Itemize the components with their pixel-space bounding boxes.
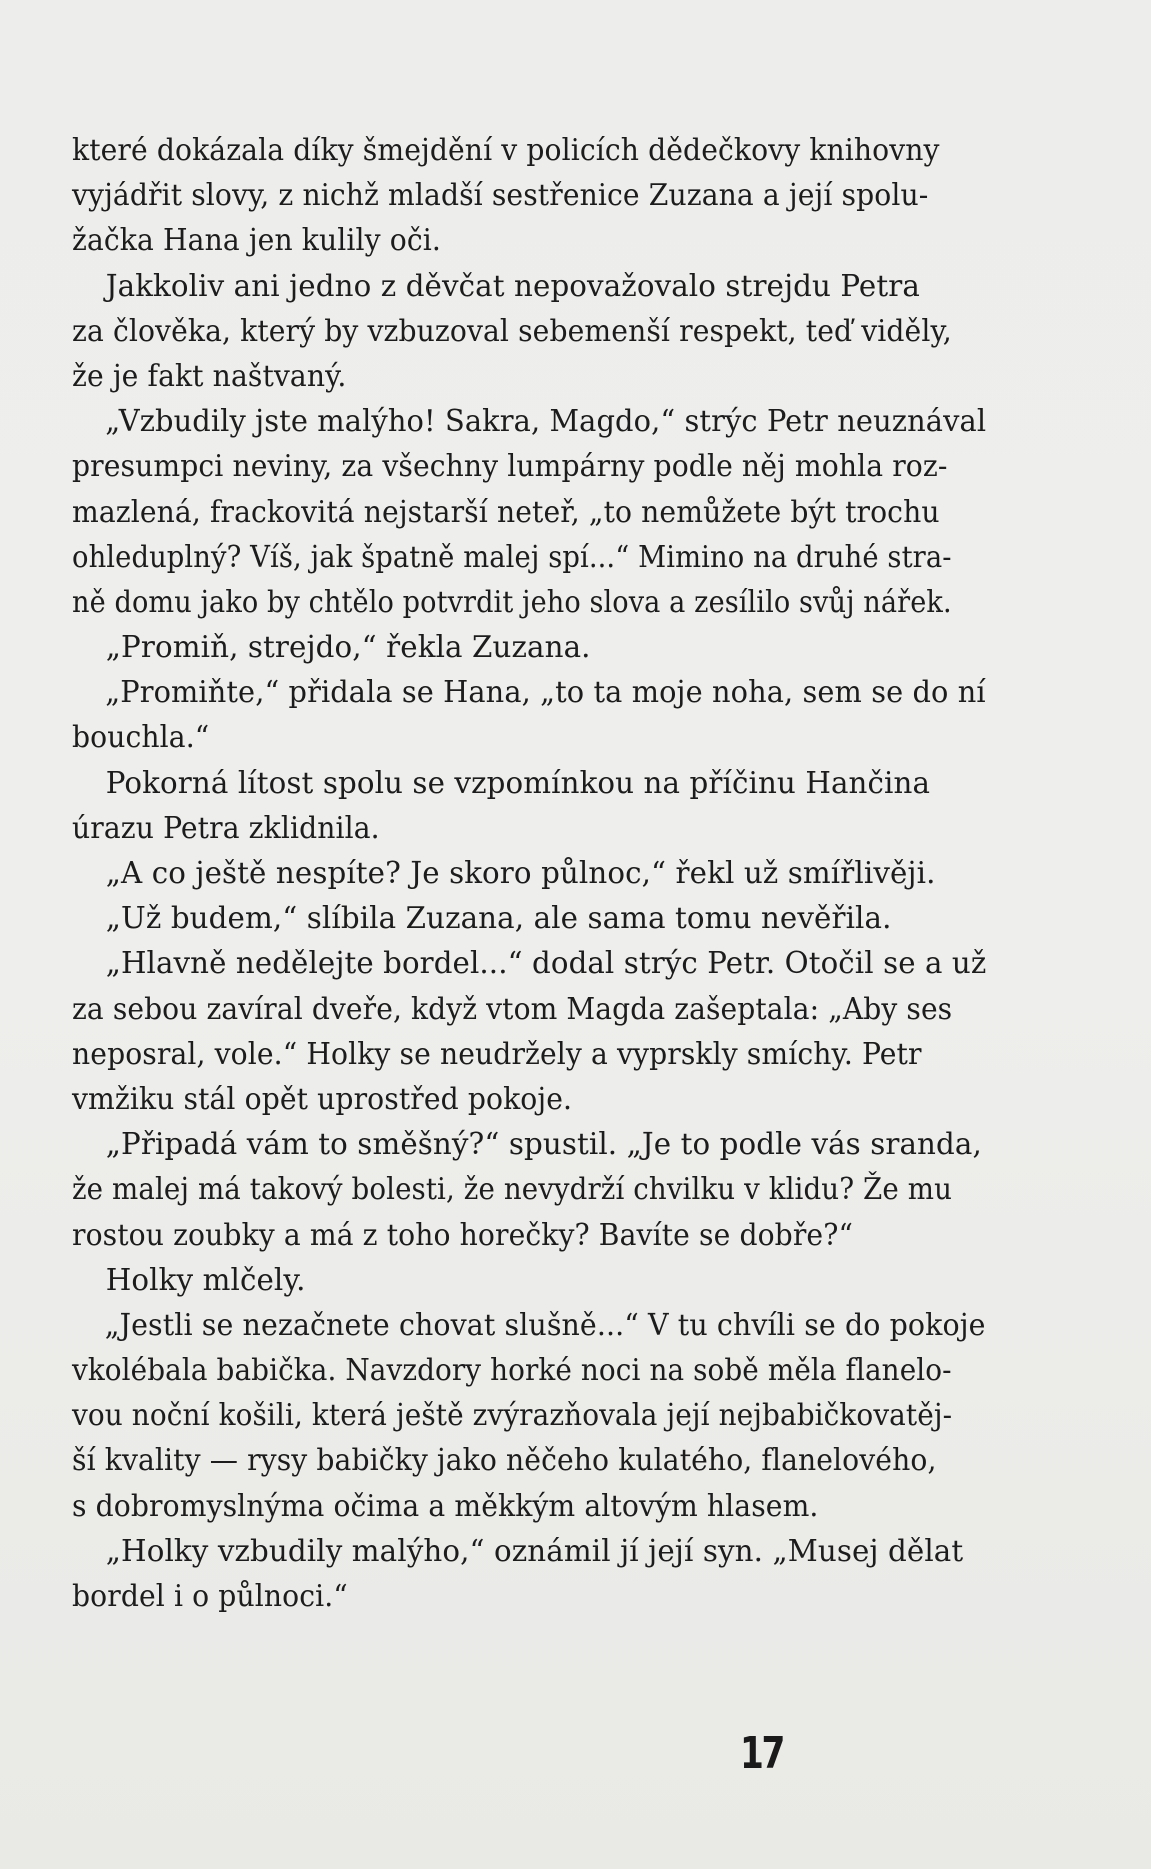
text-line: že je fakt naštvaný.	[72, 358, 347, 393]
text-line: Pokorná lítost spolu se vzpomínkou na příčinu Hančina	[105, 765, 931, 800]
text-line: ně domu jako by chtělo potvrdit jeho slova a zesílilo svůj nářek.	[72, 584, 952, 619]
text-line: úrazu Petra zklidnila.	[72, 810, 380, 845]
text-line: „Hlavně nedělejte bordel...“ dodal strýc Petr. Otočil se a už	[105, 946, 987, 981]
text-line: rostou zoubky a má z toho horečky? Bavíte se dobře?“	[72, 1217, 853, 1252]
text-line: vou noční košili, která ještě zvýrazňovala její nejbabičkovatěj-	[72, 1398, 953, 1433]
text-line: bouchla.“	[72, 720, 210, 755]
text-line: vkolébala babička. Navzdory horké noci na sobě měla flanelo-	[72, 1353, 952, 1388]
text-line: „Promiňte,“ přidala se Hana, „to ta moje noha, sem se do ní	[105, 675, 986, 710]
text-line: Jakkoliv ani jedno z děvčat nepovažovalo strejdu Petra	[105, 268, 920, 303]
text-line: „Promiň, strejdo,“ řekla Zuzana.	[105, 630, 591, 665]
page-number: 17	[740, 1728, 784, 1779]
text-line: mazlená, frackovitá nejstarší neteř, „to nemůžete být trochu	[72, 494, 940, 529]
text-line: „Vzbudily jste malýho! Sakra, Magdo,“ strýc Petr neuznával	[105, 404, 987, 439]
text-line: „A co ještě nespíte? Je skoro půlnoc,“ řekl už smířlivěji.	[105, 856, 936, 890]
text-line: Holky mlčely.	[105, 1262, 306, 1297]
text-line: „Připadá vám to směšný?“ spustil. „Je to podle vás sranda,	[105, 1127, 982, 1162]
text-line: za sebou zavíral dveře, když vtom Magda zašeptala: „Aby ses	[72, 991, 953, 1026]
text-line: „Už budem,“ slíbila Zuzana, ale sama tomu nevěřila.	[105, 901, 892, 936]
text-line: neposral, vole.“ Holky se neudržely a vyprskly smíchy. Petr	[72, 1036, 922, 1071]
text-line: žačka Hana jen kulily oči.	[72, 223, 441, 258]
text-line: které dokázala díky šmejdění v policích dědečkovy knihovny	[72, 133, 940, 167]
text-line: ohleduplný? Víš, jak špatně malej spí...“ Mimino na druhé stra-	[72, 539, 952, 574]
text-line: „Jestli se nezačnete chovat slušně...“ V tu chvíli se do pokoje	[104, 1307, 986, 1342]
page-body-text	[72, 128, 992, 1619]
text-line: vyjádřit slovy, z nichž mladší sestřenice Zuzana a její spolu-	[72, 178, 929, 213]
text-line: za člověka, který by vzbuzoval sebemenší respekt, teď viděly,	[72, 313, 952, 348]
text-line: „Holky vzbudily malýho,“ oznámil jí její syn. „Musej dělat	[105, 1533, 964, 1568]
text-line: s dobromyslnýma očima a měkkým altovým hlasem.	[72, 1488, 819, 1523]
text-line: vmžiku stál opět uprostřed pokoje.	[72, 1081, 573, 1116]
text-line: presumpci neviny, za všechny lumpárny podle něj mohla roz-	[72, 449, 948, 484]
text-line: ší kvality — rysy babičky jako něčeho kulatého, flanelového,	[72, 1443, 937, 1478]
text-line: bordel i o půlnoci.“	[72, 1579, 348, 1613]
text-line: že malej má takový bolesti, že nevydrží chvilku v klidu? Že mu	[72, 1172, 952, 1207]
